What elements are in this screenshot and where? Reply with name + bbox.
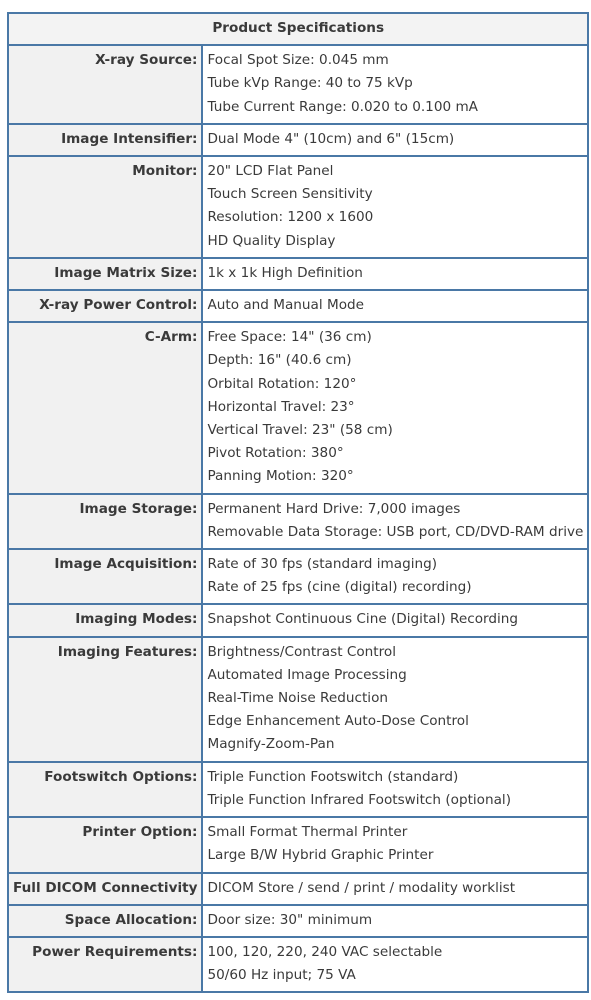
spec-value-line: HD Quality Display (207, 232, 336, 249)
spec-value (203, 605, 589, 637)
table-row (9, 125, 589, 157)
spec-value (203, 46, 589, 125)
table-row (9, 874, 589, 906)
spec-value-line: Depth: 16" (40.6 cm) (207, 352, 352, 369)
spec-value-line: Touch Screen Sensitivity (207, 186, 373, 203)
spec-value-line: 1k x 1k High Definition (207, 264, 363, 281)
spec-value-line: Edge Enhancement Auto-Dose Control (207, 713, 469, 730)
spec-label: Imaging Features: (9, 638, 203, 763)
table-title: Product Specifications (9, 14, 589, 46)
spec-value-line: Horizontal Travel: 23° (207, 398, 355, 415)
spec-label: Image Storage: (9, 495, 203, 550)
spec-value-line: Focal Spot Size: 0.045 mm (207, 52, 389, 69)
spec-value (203, 125, 589, 157)
spec-value-line: Orbital Rotation: 120° (207, 375, 357, 392)
spec-value-line: Small Format Thermal Printer (207, 824, 408, 841)
spec-value (203, 638, 589, 763)
spec-value-line: Door size: 30" minimum (207, 911, 373, 928)
spec-label: Imaging Modes: (9, 605, 203, 637)
spec-value-line: Rate of 25 fps (cine (digital) recording) (207, 579, 472, 596)
table-row (9, 323, 589, 494)
table-row (9, 157, 589, 259)
spec-value-line: Removable Data Storage: USB port, CD/DVD-RAM drive (207, 523, 584, 540)
spec-value-line: Large B/W Hybrid Graphic Printer (207, 847, 434, 864)
table-row (9, 763, 589, 818)
table-row (9, 938, 589, 993)
spec-value-line: Panning Motion: 320° (207, 468, 354, 485)
table-row (9, 818, 589, 873)
spec-value (203, 550, 589, 605)
spec-value-line: DICOM Store / send / print / modality worklist (207, 879, 516, 896)
spec-value-line: Vertical Travel: 23" (58 cm) (207, 422, 393, 439)
spec-label: Monitor: (9, 157, 203, 259)
spec-value (203, 157, 589, 259)
spec-value-line: Snapshot Continuous Cine (Digital) Recording (207, 611, 519, 628)
spec-value (203, 323, 589, 494)
spec-value-line: Tube Current Range: 0.020 to 0.100 mA (207, 98, 478, 115)
spec-value-line: 20" LCD Flat Panel (207, 163, 334, 180)
spec-value-line: Pivot Rotation: 380° (207, 445, 344, 462)
spec-label: Space Allocation: (9, 906, 203, 938)
table-body (9, 46, 589, 993)
table-row (9, 495, 589, 550)
spec-value-line: 50/60 Hz input; 75 VA (207, 967, 356, 984)
spec-value (203, 938, 589, 993)
spec-value-line: Brightness/Contrast Control (207, 643, 397, 660)
spec-label: Image Intensifier: (9, 125, 203, 157)
spec-value-line: Free Space: 14" (36 cm) (207, 329, 372, 346)
spec-value (203, 763, 589, 818)
spec-value (203, 906, 589, 938)
spec-value-line: Magnify-Zoom-Pan (207, 736, 335, 753)
spec-label: Printer Option: (9, 818, 203, 873)
spec-label: Power Requirements: (9, 938, 203, 993)
spec-value-line: Resolution: 1200 x 1600 (207, 209, 374, 226)
spec-label: C-Arm: (9, 323, 203, 494)
spec-value-line: Tube kVp Range: 40 to 75 kVp (207, 75, 413, 92)
spec-value-line: Real-Time Noise Reduction (207, 690, 389, 707)
spec-label: X-ray Power Control: (9, 291, 203, 323)
spec-label: Full DICOM Connectivity (9, 874, 203, 906)
table-row (9, 46, 589, 125)
table-header-row (9, 14, 589, 46)
spec-value-line: 100, 120, 220, 240 VAC selectable (207, 943, 443, 960)
spec-value (203, 818, 589, 873)
spec-label: Image Matrix Size: (9, 259, 203, 291)
spec-value-line: Triple Function Infrared Footswitch (optional) (207, 791, 512, 808)
spec-label: X-ray Source: (9, 46, 203, 125)
spec-value-line: Triple Function Footswitch (standard) (207, 768, 459, 785)
spec-value-line: Rate of 30 fps (standard imaging) (207, 556, 438, 573)
spec-value (203, 495, 589, 550)
spec-value-line: Auto and Manual Mode (207, 297, 365, 314)
spec-value-line: Automated Image Processing (207, 666, 407, 683)
spec-label: Image Acquisition: (9, 550, 203, 605)
table-row (9, 259, 589, 291)
spec-label: Footswitch Options: (9, 763, 203, 818)
spec-value (203, 259, 589, 291)
spec-value (203, 291, 589, 323)
table-row (9, 550, 589, 605)
table-row (9, 605, 589, 637)
product-specifications-table (7, 12, 589, 993)
spec-value (203, 874, 589, 906)
table-row (9, 906, 589, 938)
spec-value-line: Dual Mode 4" (10cm) and 6" (15cm) (207, 130, 455, 147)
table-row (9, 638, 589, 763)
table-row (9, 291, 589, 323)
spec-value-line: Permanent Hard Drive: 7,000 images (207, 500, 461, 517)
